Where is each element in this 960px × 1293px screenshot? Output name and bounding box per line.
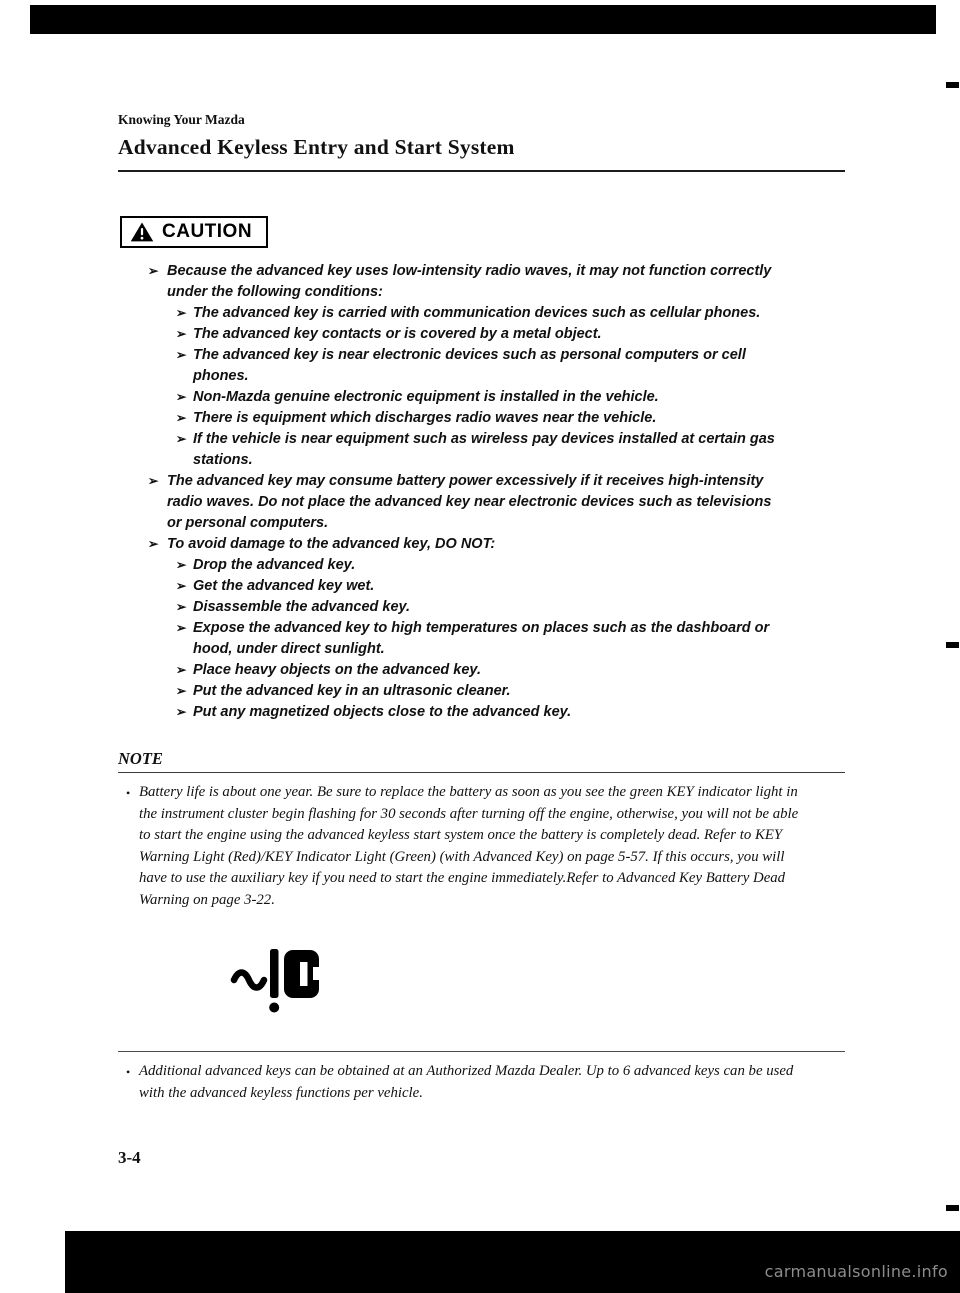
arrow-bullet-icon: ➢ — [176, 558, 187, 572]
caution-subitem-text: If the vehicle is near equipment such as wireless pay devices installed at certain gas stations. — [193, 431, 775, 468]
arrow-bullet-icon: ➢ — [176, 621, 187, 635]
caution-item — [148, 261, 778, 471]
arrow-bullet-icon: ➢ — [176, 411, 187, 425]
caution-subitem — [176, 345, 778, 387]
page-content — [118, 0, 845, 1104]
caution-subitem-text: Non-Mazda genuine electronic equipment is installed in the vehicle. — [193, 389, 659, 405]
arrow-bullet-icon: ➢ — [148, 537, 159, 551]
caution-subitem — [176, 576, 778, 597]
dot-bullet-icon: • — [126, 786, 131, 800]
title-rule — [118, 170, 845, 172]
caution-subitem — [176, 324, 778, 345]
caution-subitem-text: Drop the advanced key. — [193, 557, 356, 573]
crop-mark — [946, 642, 959, 648]
arrow-bullet-icon: ➢ — [176, 600, 187, 614]
dot-bullet-icon: • — [126, 1065, 131, 1079]
caution-subitem-text: The advanced key is near electronic devices such as personal computers or cell phones. — [193, 347, 746, 384]
caution-subitem-text: Disassemble the advanced key. — [193, 599, 411, 615]
caution-subitem — [176, 597, 778, 618]
caution-subitem — [176, 303, 778, 324]
arrow-bullet-icon: ➢ — [176, 663, 187, 677]
caution-subitem-text: There is equipment which discharges radio waves near the vehicle. — [193, 410, 657, 426]
breadcrumb: Knowing Your Mazda — [118, 112, 245, 127]
page-number: 3-4 — [118, 1148, 141, 1167]
caution-item — [148, 534, 778, 723]
note-section — [118, 749, 845, 1104]
note-bullet-text: Additional advanced keys can be obtained at an Authorized Mazda Dealer. Up to 6 advanced keys can be used with the advanced keyless functions per vehicle. — [139, 1063, 794, 1101]
caution-item-text: The advanced key may consume battery power excessively if it receives high-intensity radio waves. Do not place the advanced key near electronic devices such as televisions or personal computers. — [167, 473, 772, 531]
note-bullet — [126, 782, 806, 911]
caution-box — [120, 216, 268, 248]
caution-subitem-text: Put the advanced key in an ultrasonic cleaner. — [193, 683, 511, 699]
arrow-bullet-icon: ➢ — [176, 705, 187, 719]
note-rule — [118, 772, 845, 773]
caution-sublist — [167, 555, 778, 723]
caution-subitem-text: Get the advanced key wet. — [193, 578, 375, 594]
note-bullet — [126, 1061, 806, 1104]
arrow-bullet-icon: ➢ — [148, 264, 159, 278]
note-heading: NOTE — [118, 749, 163, 768]
caution-subitem — [176, 618, 778, 660]
caution-subitem — [176, 408, 778, 429]
caution-subitem — [176, 702, 778, 723]
caution-subitem-text: Expose the advanced key to high temperatures on places such as the dashboard or hood, under direct sunlight. — [193, 620, 770, 657]
page-title: Advanced Keyless Entry and Start System — [118, 135, 515, 159]
watermark: carmanualsonline.info — [764, 1262, 948, 1281]
arrow-bullet-icon: ➢ — [176, 348, 187, 362]
caution-subitem — [176, 387, 778, 408]
caution-item-text: Because the advanced key uses low-intensity radio waves, it may not function correctly under the following conditions: — [167, 263, 772, 300]
caution-subitem — [176, 681, 778, 702]
key-figure — [230, 943, 322, 1019]
caution-list — [118, 261, 778, 723]
arrow-bullet-icon: ➢ — [176, 390, 187, 404]
warning-triangle-icon — [130, 221, 154, 243]
arrow-bullet-icon: ➢ — [176, 432, 187, 446]
caution-sublist — [167, 303, 778, 471]
arrow-bullet-icon: ➢ — [176, 306, 187, 320]
caution-subitem — [176, 555, 778, 576]
arrow-bullet-icon: ➢ — [176, 579, 187, 593]
caution-item-text: To avoid damage to the advanced key, DO NOT: — [167, 536, 496, 552]
arrow-bullet-icon: ➢ — [176, 684, 187, 698]
arrow-bullet-icon: ➢ — [148, 474, 159, 488]
note-divider — [118, 1051, 845, 1052]
caution-subitem-text: The advanced key is carried with communication devices such as cellular phones. — [193, 305, 761, 321]
key-in-ignition-icon — [230, 943, 322, 1019]
note-bullet-text: Battery life is about one year. Be sure to replace the battery as soon as you see the green KEY indicator light in the instrument cluster begin flashing for 30 seconds after turning off the engine, otherwise, you will not be able to start the engine using the advanced keyless start system once the battery is completely dead. Refer to KEY Warning Light (Red)/KEY Indicator Light (Green) (with Advanced Key) on page 5-57. If this occurs, you will have to use the auxiliary key if you need to start the engine immediately.Refer to Advanced Key Battery Dead Warning on page 3-22. — [139, 784, 799, 908]
caution-subitem — [176, 660, 778, 681]
caution-label: CAUTION — [162, 221, 253, 242]
caution-subitem-text: Place heavy objects on the advanced key. — [193, 662, 481, 678]
caution-item — [148, 471, 778, 534]
crop-mark — [946, 1205, 959, 1211]
caution-subitem-text: Put any magnetized objects close to the advanced key. — [193, 704, 572, 720]
caution-subitem-text: The advanced key contacts or is covered by a metal object. — [193, 326, 602, 342]
crop-mark — [946, 82, 959, 88]
arrow-bullet-icon: ➢ — [176, 327, 187, 341]
caution-subitem — [176, 429, 778, 471]
